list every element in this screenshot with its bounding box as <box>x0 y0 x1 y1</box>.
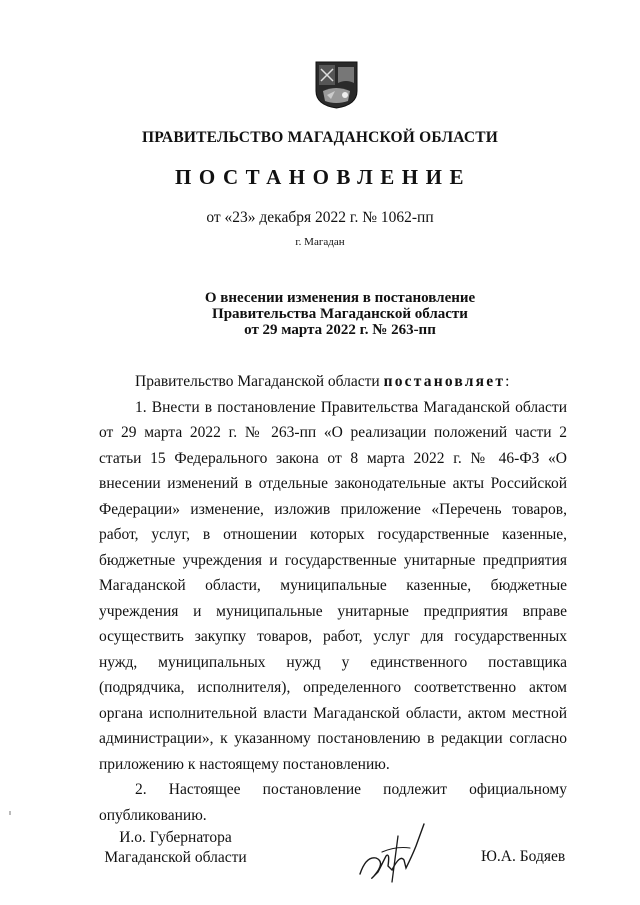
signatory-name: Ю.А. Бодяев <box>481 848 566 865</box>
intro-keyword: постановляет <box>383 373 506 390</box>
intro-prefix: Правительство Магаданской области <box>135 373 380 390</box>
position-line: И.о. Губернатора <box>119 829 232 846</box>
position-line: Магаданской области <box>104 849 247 866</box>
scan-artifact <box>9 811 11 815</box>
document-city: г. Магадан <box>295 236 345 248</box>
document-body <box>99 369 567 828</box>
subject-line: О внесении изменения в постановление <box>204 290 476 306</box>
document-date-number: от «23» декабря 2022 г. № 1062-пп <box>206 209 434 226</box>
subject-line: Правительства Магаданской области <box>212 306 468 322</box>
coat-of-arms-emblem <box>315 61 358 109</box>
subject-line: от 29 марта 2022 г. № 263-пп <box>244 322 436 338</box>
handwritten-signature <box>352 816 436 886</box>
document-type-title: ПОСТАНОВЛЕНИЕ <box>175 165 471 189</box>
organization-title: ПРАВИТЕЛЬСТВО МАГАДАНСКОЙ ОБЛАСТИ <box>141 129 499 146</box>
paragraph-2: 2. Настоящее постановление подлежит официальному опубликованию. <box>99 781 567 824</box>
intro-paragraph <box>99 369 567 395</box>
paragraph-1: 1. Внести в постановление Правительства Магаданской области от 29 марта 2022 г. № 263-пп «О реализации положений части 2 статьи 15 Федерального закона от 8 марта 2022 г. № 46-ФЗ «О внесении изменений в отдельные законодательные акты Российской Федерации» изменение, изложив приложение «Перечень товаров, работ, услуг, в отношении которых государственные казенные, бюджетные учреждения и государственные унитарные предприятия Магаданской области, муниципальные казенные, бюджетные учреждения и муниципальные унитарные предприятия вправе осуществить закупку товаров, работ, услуг для государственных нужд, муниципальных нужд у единственного поставщика (подрядчика, исполнителя), определенного соответственно актом органа исполнительной власти Магаданской области, актом местной администрации», к указанному постановлению в редакции согласно приложению к настоящему постановлению. <box>99 398 567 773</box>
intro-suffix: : <box>505 373 510 390</box>
signatory-position <box>103 828 248 868</box>
document-subject <box>140 290 540 338</box>
